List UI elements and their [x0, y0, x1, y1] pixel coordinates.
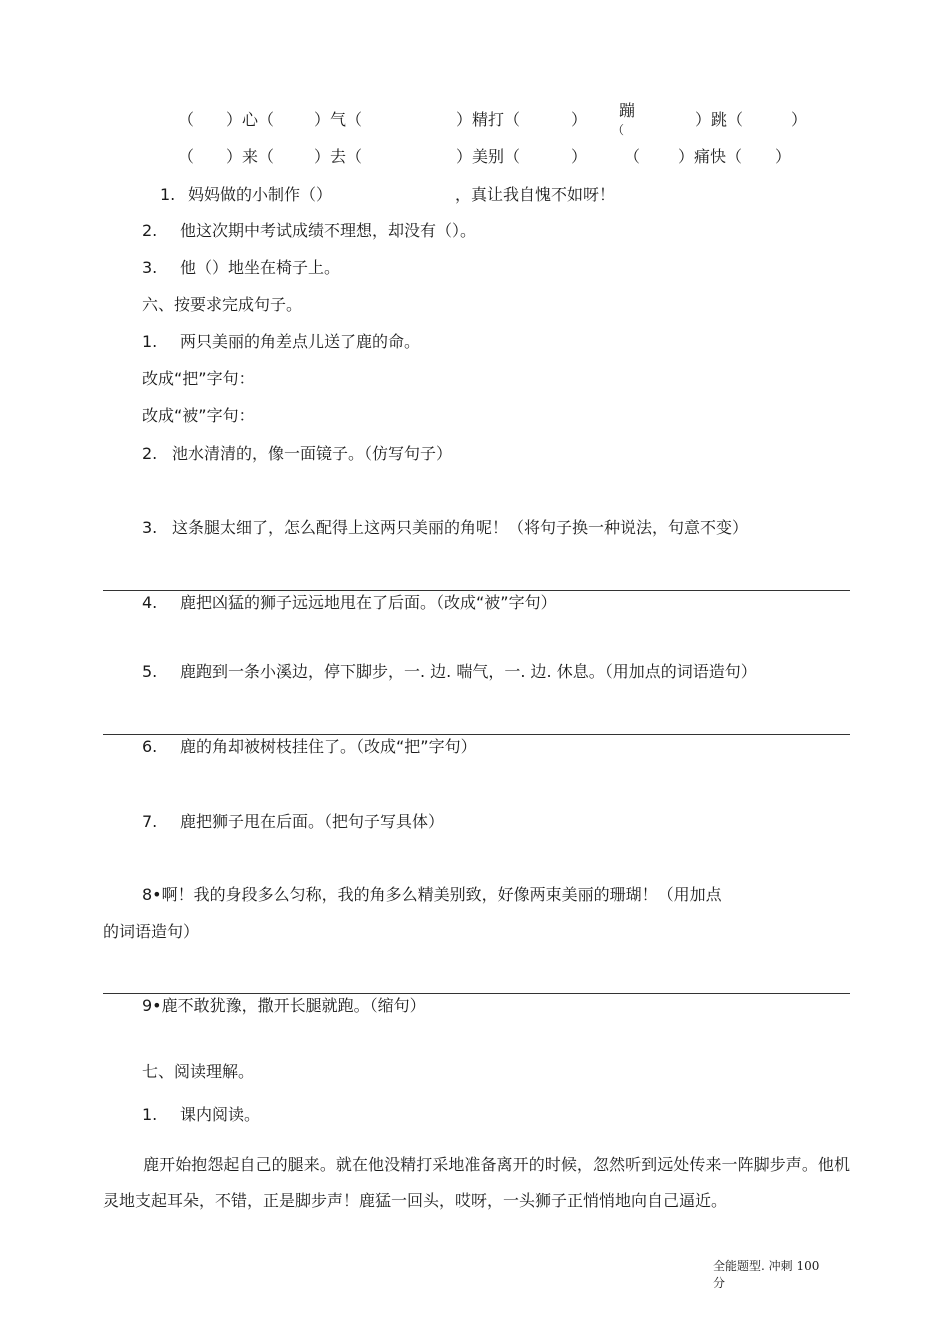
s6-q3-text: 这条腿太细了，怎么配得上这两只美丽的角呢！（将句子换一种说法，句意不变） — [172, 518, 749, 537]
s6-q1-answer-bei: 改成“被”字句： — [142, 406, 255, 425]
section6-heading: 六、按要求完成句子。 — [142, 295, 303, 314]
s6-q2-num: 2. — [142, 444, 158, 463]
idiom-r1-c1: （ ）心（ — [178, 110, 275, 129]
fill-item-3-num: 3. — [142, 258, 158, 277]
s6-q9-text: 9•鹿不敢犹豫，撒开长腿就跑。（缩句） — [142, 996, 426, 1015]
s6-q4-text: 鹿把凶猛的狮子远远地甩在了后面。（改成“被”字句） — [180, 593, 557, 612]
fill-item-2-text: 他这次期中考试成绩不理想，却没有（）。 — [180, 221, 477, 240]
s6-q7-num: 7. — [142, 812, 158, 831]
reading-passage-text: 鹿开始抱怨起自己的腿来。就在他没精打采地准备离开的时候，忽然听到远处传来一阵脚步声。他机灵地支起耳朵，不错，正是脚步声！鹿猛一回头，哎呀，一头狮子正悄悄地向自己逼近。 — [103, 1155, 850, 1210]
idiom-r1-c7: ） — [791, 110, 808, 129]
idiom-r1-c4: ） — [571, 110, 588, 129]
s6-q5-text: 鹿跑到一条小溪边，停下脚步，一. 边. 喘气，一. 边. 休息。（用加点的词语造句） — [180, 662, 757, 681]
fill-item-2-num: 2. — [142, 221, 158, 240]
s6-q1-num: 1. — [142, 332, 158, 351]
answer-line-1 — [103, 590, 850, 591]
idiom-r2-c6: ）痛快（ — [678, 147, 743, 166]
reading-passage — [103, 1147, 850, 1219]
answer-line-3 — [103, 993, 850, 994]
idiom-r2-c7: ） — [775, 147, 792, 166]
s6-q5-num: 5. — [142, 662, 158, 681]
s7-q1-num: 1. — [142, 1105, 158, 1124]
s6-q8-line1: 8•啊！我的身段多么匀称，我的角多么精美别致，好像两束美丽的珊瑚！（用加点 — [142, 885, 722, 904]
idiom-r1-c6: ）跳（ — [695, 110, 744, 129]
s6-q2-text: 池水清清的，像一面镜子。（仿写句子） — [172, 444, 453, 463]
fill-item-3-text: 他（）地坐在椅子上。 — [180, 258, 341, 277]
s6-q8-line2: 的词语造句） — [103, 922, 200, 941]
idiom-r2-c3: ）美别（ — [456, 147, 521, 166]
idiom-r2-c2: ）去（ — [314, 147, 363, 166]
page-footer: 全能题型. 冲刺 100 分 — [713, 1259, 820, 1290]
s7-q1-text: 课内阅读。 — [180, 1105, 261, 1124]
s6-q6-num: 6. — [142, 737, 158, 756]
idiom-r1-c3: ）精打（ — [456, 110, 521, 129]
fill-item-1-text: 妈妈做的小制作（） — [188, 185, 333, 204]
answer-line-2 — [103, 734, 850, 735]
fill-item-1-tail: ，真让我自愧不如呀！ — [455, 185, 616, 204]
idiom-r2-c4: ） — [571, 147, 588, 166]
idiom-r2-c5: （ — [624, 147, 641, 166]
idiom-r1-c5-bottom: （ — [612, 123, 625, 137]
idiom-r1-c2: ）气（ — [314, 110, 363, 129]
s6-q1-answer-ba: 改成“把”字句： — [142, 369, 255, 388]
s6-q1-text: 两只美丽的角差点儿送了鹿的命。 — [180, 332, 421, 351]
fill-item-1-num: 1. — [160, 185, 176, 204]
s6-q3-num: 3. — [142, 518, 158, 537]
s6-q7-text: 鹿把狮子甩在后面。（把句子写具体） — [180, 812, 445, 831]
s6-q6-text: 鹿的角却被树枝挂住了。（改成“把”字句） — [180, 737, 477, 756]
s6-q4-num: 4. — [142, 593, 158, 612]
idiom-r1-c5-top: 蹦 — [619, 101, 636, 120]
section7-heading: 七、阅读理解。 — [142, 1062, 255, 1081]
idiom-r2-c1: （ ）来（ — [178, 147, 275, 166]
